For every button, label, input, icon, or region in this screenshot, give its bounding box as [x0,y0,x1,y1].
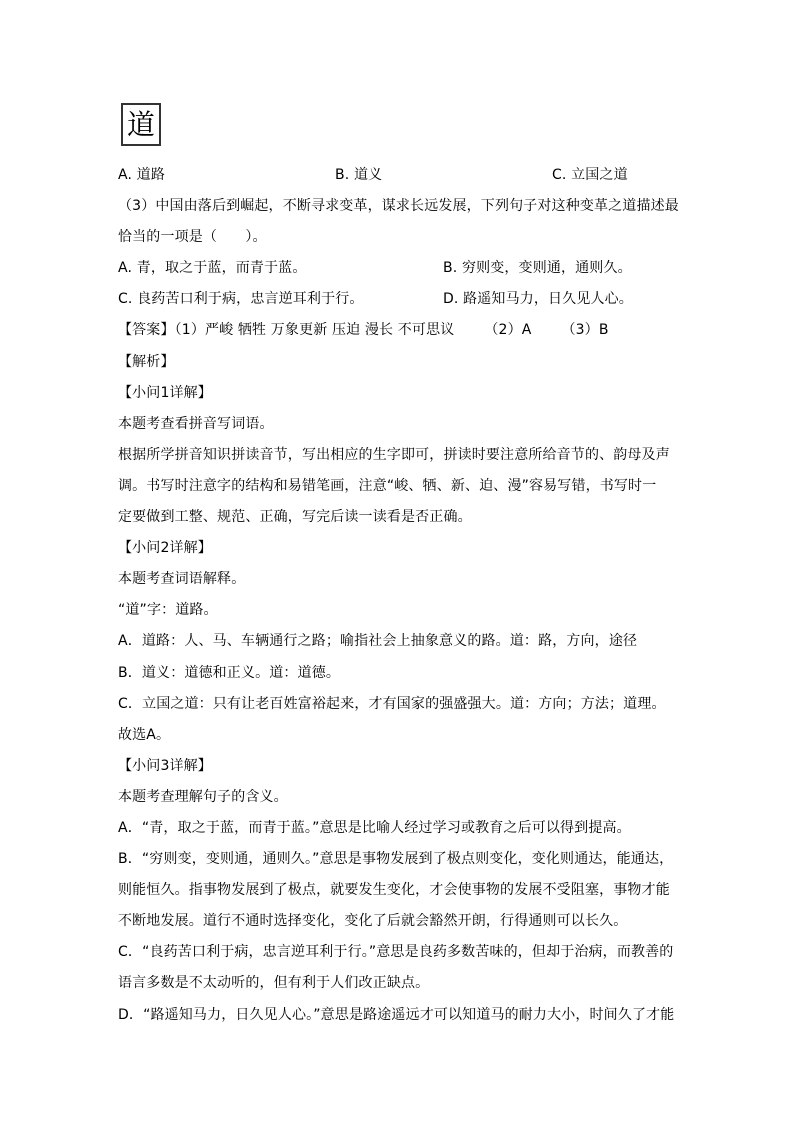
answer-label: 【答案】 [118,322,175,339]
answer-part1: （1）严峻 牺牲 万象更新 压迫 漫长 不可思议 [174,322,455,339]
option-c: C. 立国之道 [552,167,628,183]
option-d: D. 路遥知马力，日久见人心。 [443,291,633,308]
paragraph-line: 调。书写时注意字的结构和易错笔画，注意“峻、牺、新、迫、漫”容易写错，书写时一 [118,477,657,494]
section-heading: 【小问3详解】 [118,757,212,774]
paragraph-line: 故选A。 [118,726,171,743]
paragraph-line: 本题考查看拼音写词语。 [118,415,274,432]
option-b: B. 道义 [335,167,383,183]
paragraph-line: B．“穷则变，变则通，通则久。”意思是事物发展到了极点则变化，变化则通达，能通达， [118,851,674,868]
document-body [118,160,698,1031]
paragraph-line: C．立国之道：只有让老百姓富裕起来，才有国家的强盛强大。道：方向；方法；道理。 [118,695,666,712]
option-c: C. 良药苦口利于病，忠言逆耳利于行。 [118,291,364,308]
paragraph-line: D．“路遥知马力，日久见人心。”意思是路途遥远才可以知道马的耐力大小，时间久了才能 [118,1006,675,1023]
paragraph-line: 根据所学拼音知识拼读音节，写出相应的生字即可，拼读时要注意所给音节的、韵母及声 [118,446,670,463]
paragraph-line: A．“青，取之于蓝，而青于蓝。”意思是比喻人经过学习或教育之后可以得到提高。 [118,819,631,836]
answer-part3: （3）B [561,322,609,339]
section-heading: 【小问1详解】 [118,384,212,401]
q3-stem: 恰当的一项是（ ）。 [118,229,267,246]
paragraph-line: C．“良药苦口利于病，忠言逆耳利于行。”意思是良药多数苦味的，但却于治病，而教善的 [118,944,674,961]
option-a: A. 道路 [118,167,165,183]
paragraph-line: 则能恒久。指事物发展到了极点，就要发生变化，才会使事物的发展不受阻塞，事物才能 [118,882,670,899]
option-b: B. 穷则变，变则通，通则久。 [443,260,632,277]
paragraph-line: 定要做到工整、规范、正确，写完后读一读看是否正确。 [118,509,472,526]
q3-stem: （3）中国由落后到崛起，不断寻求变革，谋求长远发展，下列句子对这种变革之道描述最 [118,198,679,215]
section-heading: 【小问2详解】 [118,540,212,557]
paragraph-line: B．道义：道德和正义。道：道德。 [118,664,341,681]
paragraph-line: 本题考查理解句子的含义。 [118,788,288,805]
paragraph-line: 本题考查词语解释。 [118,571,246,588]
q3-options-row [118,284,698,315]
answer-part2: （2）A [484,322,532,339]
q3-options-row [118,253,698,284]
analysis-heading: 【解析】 [118,353,175,370]
option-a: A. 青，取之于蓝，而青于蓝。 [118,260,307,277]
paragraph-line: “道”字：道路。 [118,602,218,619]
seal-image: 道 [121,103,161,146]
paragraph-line: 不断地发展。道行不通时选择变化，变化了后就会豁然开朗，行得通则可以长久。 [118,913,628,930]
paragraph-line: A．道路：人、马、车辆通行之路；喻指社会上抽象意义的路。道：路，方向，途径 [118,633,638,650]
q2-options [118,160,698,191]
paragraph-line: 语言多数是不太动听的，但有利于人们改正缺点。 [118,975,430,992]
answer-line [118,315,698,346]
